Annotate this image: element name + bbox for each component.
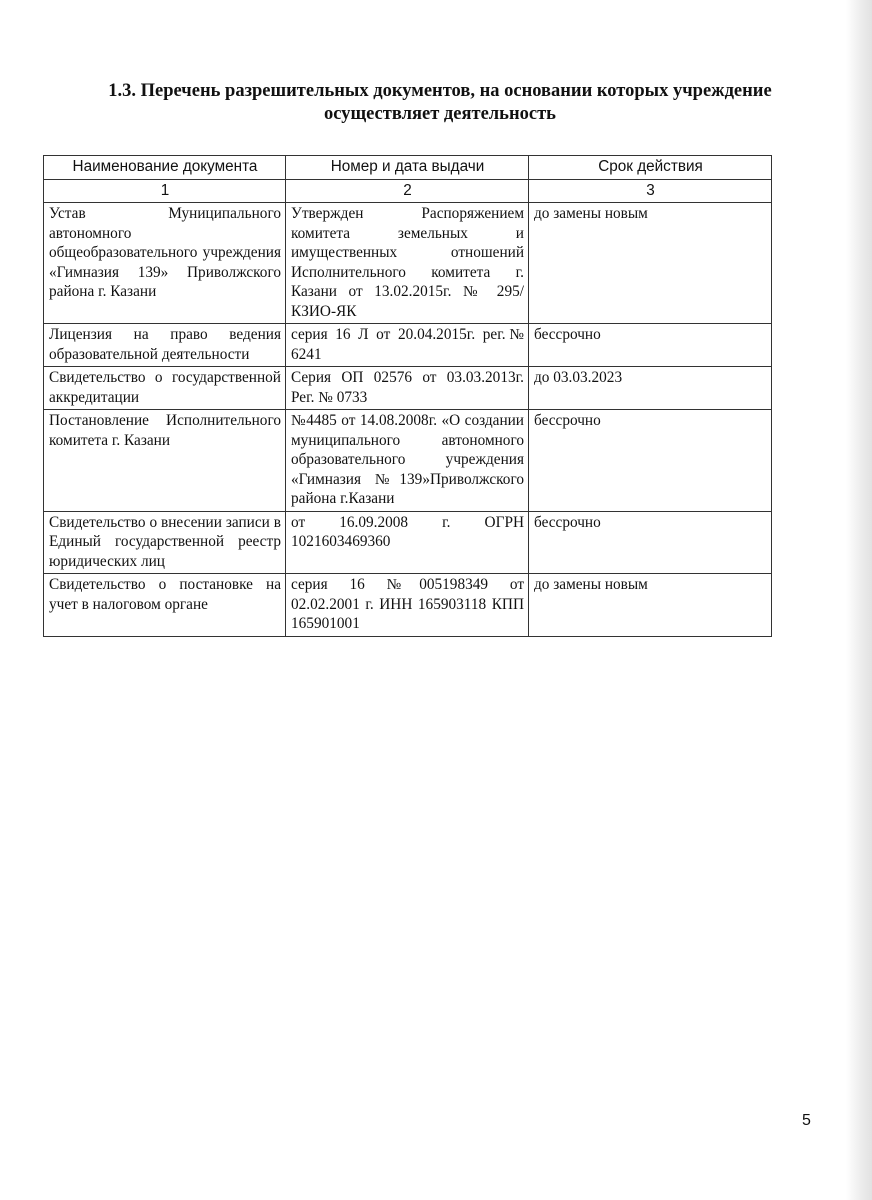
number-date-cell: серия 16 Л от 20.04.2015г. рег.№ 6241: [286, 324, 529, 367]
header-validity: Срок действия: [529, 156, 772, 180]
table-row: [44, 511, 772, 574]
validity-cell: до 03.03.2023: [529, 367, 772, 410]
table-header-row: [44, 156, 772, 180]
validity-cell: бессрочно: [529, 410, 772, 512]
document-name-cell: Свидетельство о государственной аккредитации: [44, 367, 286, 410]
validity-cell: бессрочно: [529, 324, 772, 367]
column-number: 2: [286, 179, 529, 203]
header-number-date: Номер и дата выдачи: [286, 156, 529, 180]
column-number: 3: [529, 179, 772, 203]
section-title-line-2: осуществляет деятельность: [324, 104, 556, 124]
validity-cell: до замены новым: [529, 574, 772, 637]
header-document-name: Наименование документа: [44, 156, 286, 180]
table-row: [44, 324, 772, 367]
document-name-cell: Постановление Исполнительного комитета г. Казани: [44, 410, 286, 512]
page-number: 5: [802, 1112, 811, 1129]
scan-edge-shadow: [846, 0, 872, 1200]
table-row: [44, 367, 772, 410]
column-number-row: [44, 179, 772, 203]
validity-cell: до замены новым: [529, 203, 772, 324]
section-title-line-1: 1.3. Перечень разрешительных документов, на основании которых учреждение: [108, 81, 772, 101]
column-number: 1: [44, 179, 286, 203]
number-date-cell: №4485 от 14.08.2008г. «О создании муниципального автономного образовательного учреждения «Гимназия №139»Приволжского района г.Казани: [286, 410, 529, 512]
number-date-cell: серия 16 №005198349 от 02.02.2001 г. ИНН 165903118 КПП 165901001: [286, 574, 529, 637]
number-date-cell: Утвержден Распоряжением комитета земельных и имущественных отношений Исполнительного комитета г. Казани от 13.02.2015г. № 295/КЗИО-ЯК: [286, 203, 529, 324]
section-title: [40, 80, 840, 126]
number-date-cell: Серия ОП 02576 от 03.03.2013г. Рег. № 0733: [286, 367, 529, 410]
document-name-cell: Устав Муниципального автономного общеобразовательного учреждения «Гимназия 139» Приволжского района г. Казани: [44, 203, 286, 324]
document-name-cell: Лицензия на право ведения образовательной деятельности: [44, 324, 286, 367]
document-name-cell: Свидетельство о постановке на учет в налоговом органе: [44, 574, 286, 637]
table-row: [44, 203, 772, 324]
number-date-cell: от 16.09.2008 г. ОГРН 1021603469360: [286, 511, 529, 574]
permits-table: [43, 155, 772, 637]
validity-cell: бессрочно: [529, 511, 772, 574]
document-name-cell: Свидетельство о внесении записи в Единый государственной реестр юридических лиц: [44, 511, 286, 574]
table-row: [44, 574, 772, 637]
table-row: [44, 410, 772, 512]
